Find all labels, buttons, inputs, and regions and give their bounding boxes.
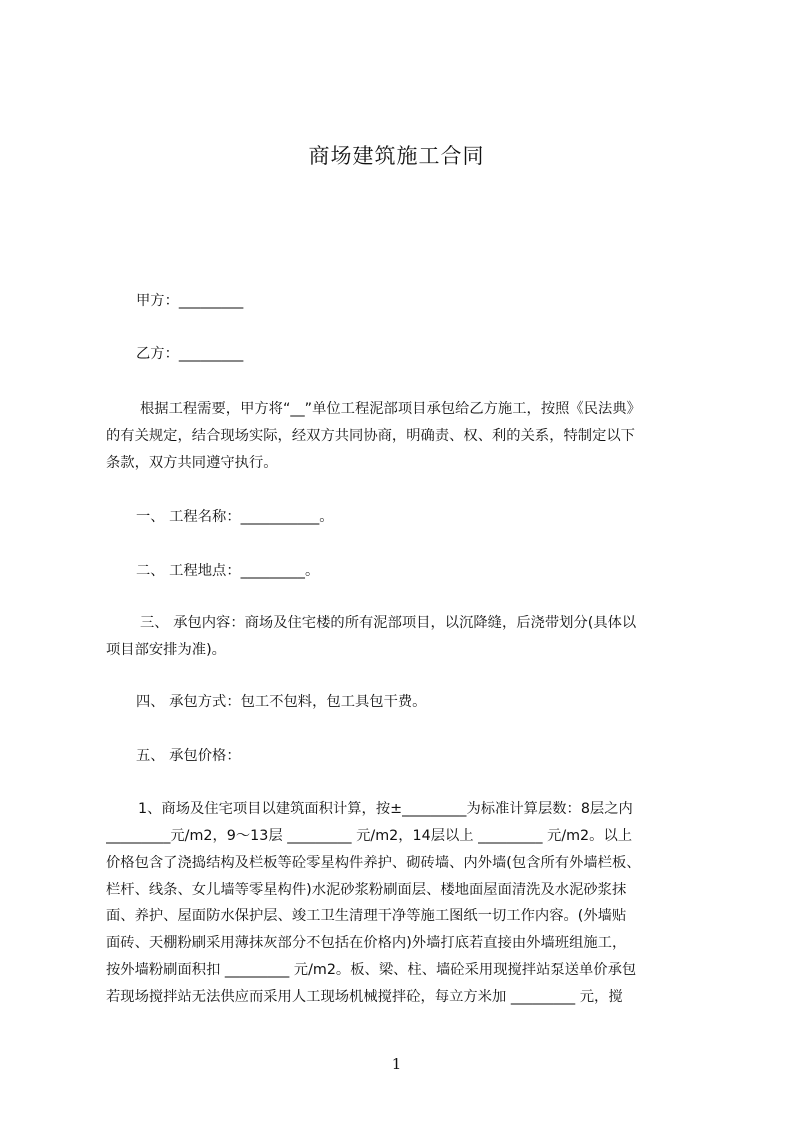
- price-line: 面砖、天棚粉刷采用薄抹灰部分不包括在价格内)外墙打底若直接由外墙班组施工，: [106, 935, 627, 951]
- price-line: 按外墙粉刷面积扣 _________ 元/m2。板、梁、柱、墙砼采用现搅拌站泵送单价承包: [106, 962, 637, 978]
- clause-scope-cont: 项目部安排为准)。: [106, 642, 226, 658]
- clause-project-name: 一、 工程名称：___________。: [136, 509, 334, 525]
- intro-line: 根据工程需要，甲方将“__”单位工程泥部项目承包给乙方施工，按照《民法典》: [140, 401, 641, 417]
- intro-line: 条款，双方共同遵守执行。: [106, 455, 278, 471]
- contract-title: 商场建筑施工合同: [308, 144, 485, 168]
- clause-scope: 三、 承包内容：商场及住宅楼的所有泥部项目，以沉降缝，后浇带划分(具体以: [140, 615, 637, 631]
- price-line: _________元/m2，9～13层 _________ 元/m2，14层以上 _________ 元/m2。以上: [106, 828, 633, 844]
- party-a-line: 甲方：_________: [136, 293, 244, 309]
- price-line: 1、商场及住宅项目以建筑面积计算，按±_________为标准计算层数：8层之内: [138, 801, 633, 817]
- price-line: 栏杆、线条、女儿墙等零星构件)水泥砂浆粉刷面层、楼地面屋面清洗及水泥砂浆抹: [106, 882, 627, 898]
- page-number: 1: [391, 1055, 402, 1073]
- clause-price-heading: 五、 承包价格：: [136, 748, 241, 764]
- price-line: 面、养护、屋面防水保护层、竣工卫生清理干净等施工图纸一切工作内容。(外墙贴: [106, 908, 627, 924]
- price-line: 若现场搅拌站无法供应而采用人工现场机械搅拌砼，每立方米加 _________ 元，搅: [106, 989, 623, 1005]
- party-b-line: 乙方：_________: [136, 346, 244, 362]
- clause-project-location: 二、 工程地点：_________。: [136, 563, 320, 579]
- clause-method: 四、 承包方式：包工不包料，包工具包干费。: [136, 694, 427, 710]
- price-line: 价格包含了浇捣结构及栏板等砼零星构件养护、砌砖墙、内外墙(包含所有外墙栏板、: [106, 855, 641, 871]
- intro-line: 的有关规定，结合现场实际，经双方共同协商，明确责、权、利的关系，特制定以下: [106, 428, 635, 444]
